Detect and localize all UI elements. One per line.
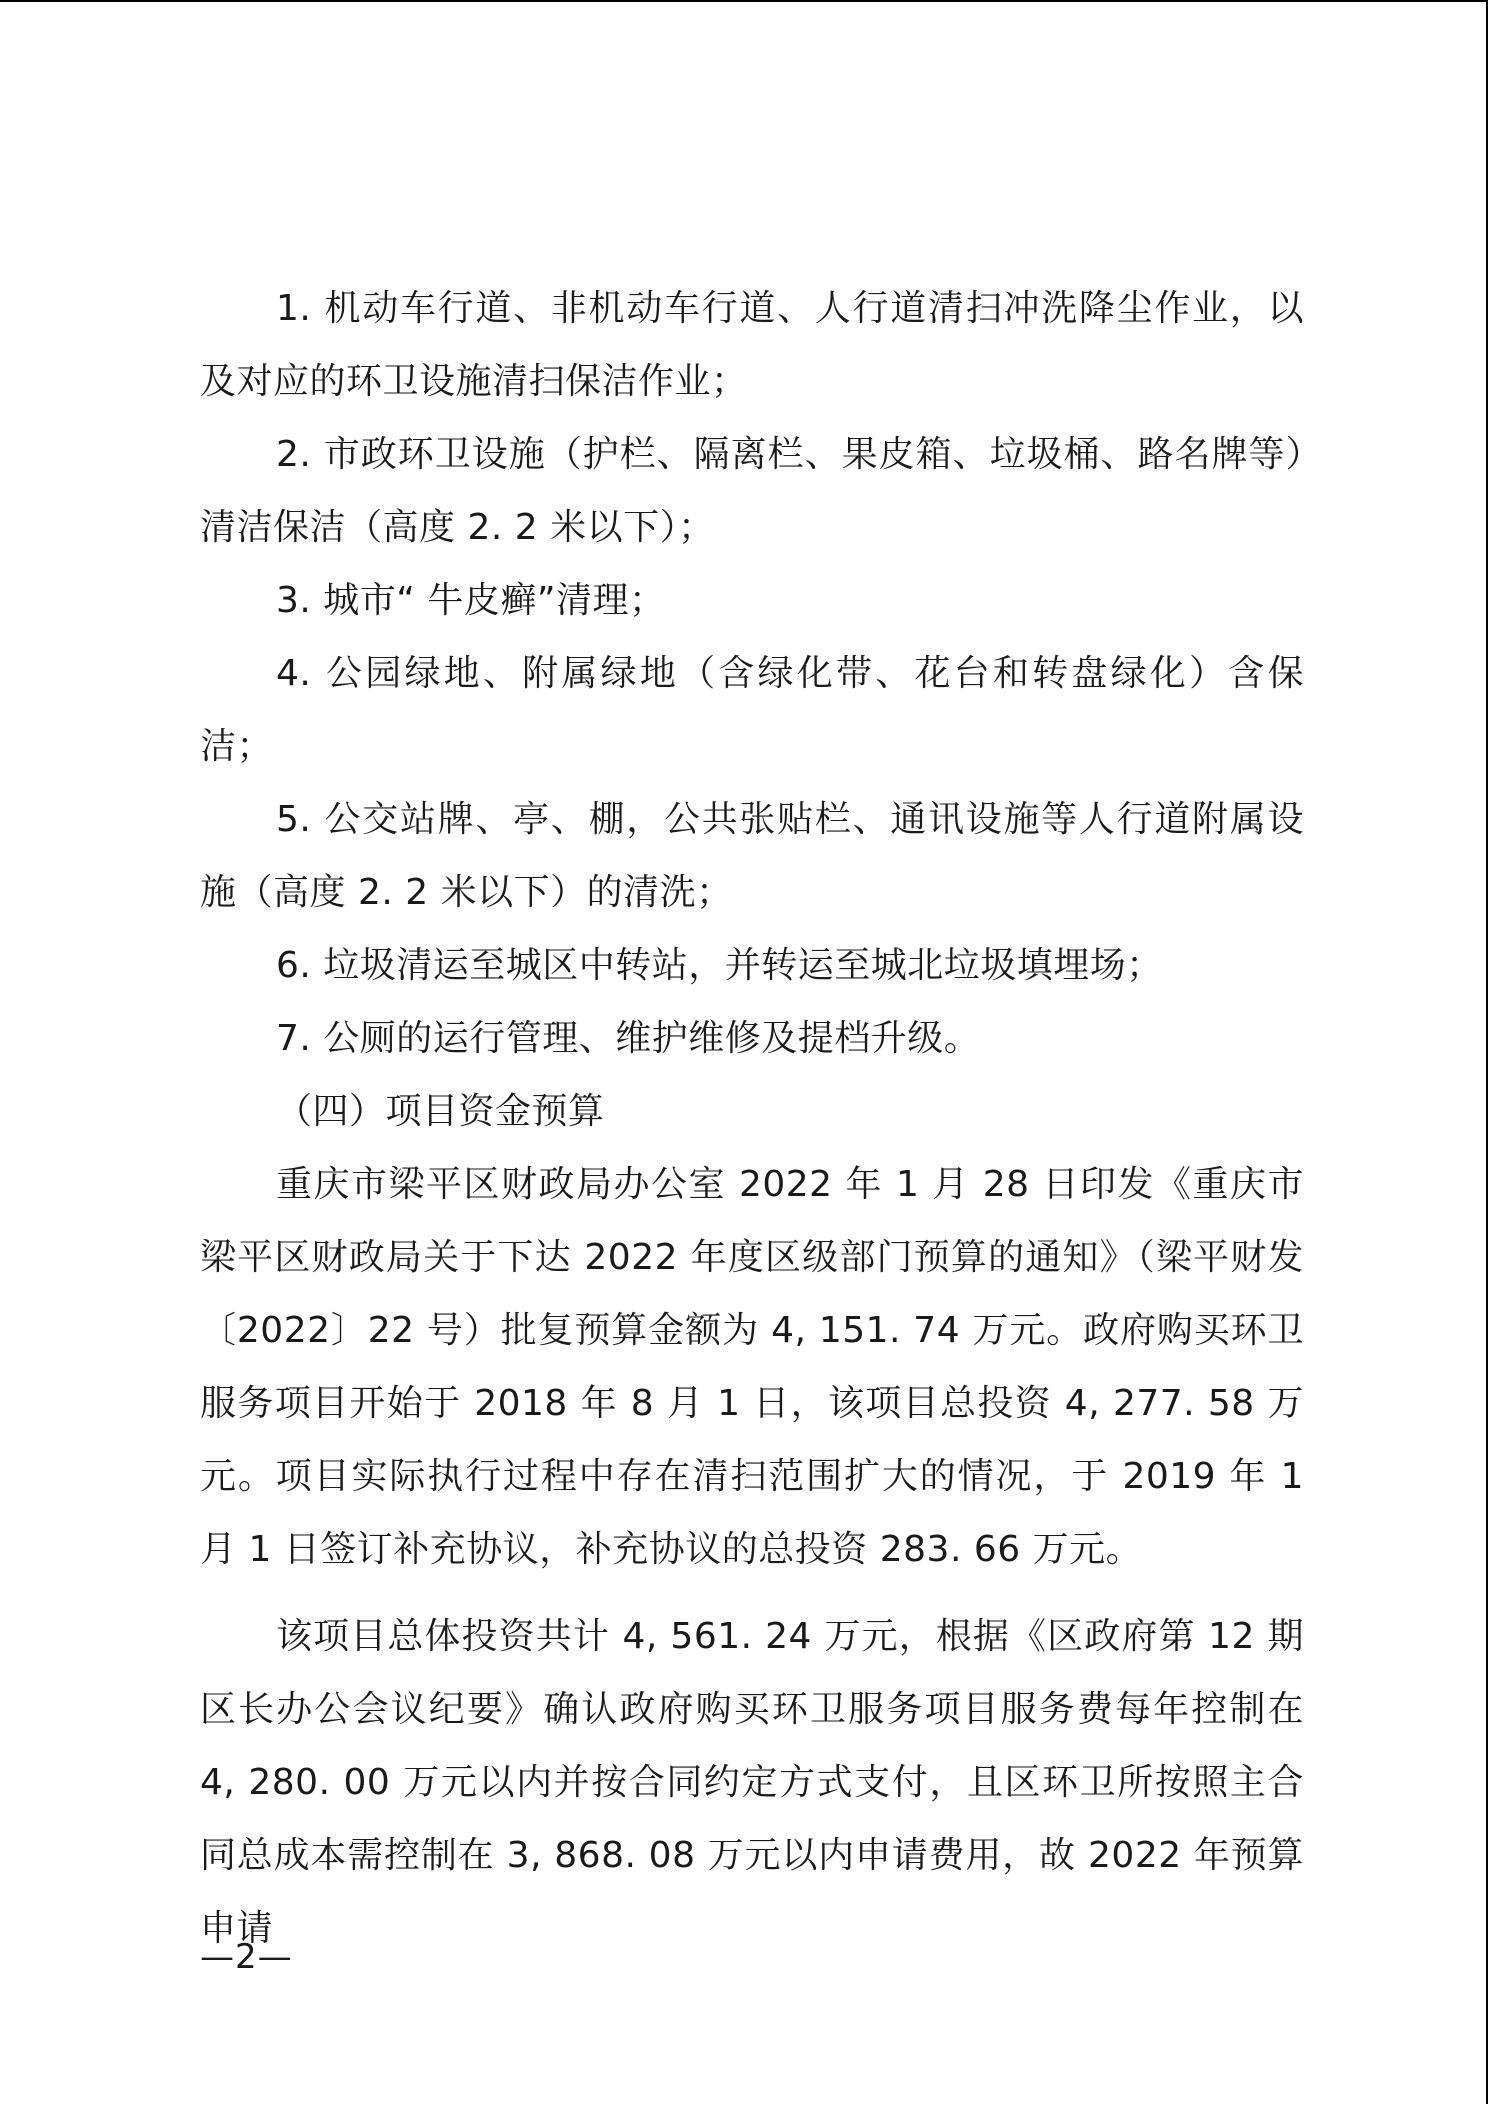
document-body: [200, 272, 1316, 1965]
list-item-3: 3. 城市“ 牛皮癣”清理；: [276, 580, 666, 621]
list-item-1: 1. 机动车行道、非机动车行道、人行道清扫冲洗降尘作业，以及对应的环卫设施清扫保洁作业；: [200, 288, 1304, 402]
top-border-line: [0, 0, 1488, 2]
page-number: —2—: [200, 1937, 293, 1977]
list-item-7: 7. 公厕的运行管理、维护维修及提档升级。: [276, 1018, 981, 1059]
list-item-5: 5. 公交站牌、亭、棚，公共张贴栏、通讯设施等人行道附属设施（高度 2. 2 米以下）的清洗；: [200, 799, 1304, 913]
list-item-2: 2. 市政环卫设施（护栏、隔离栏、果皮箱、垃圾桶、路名牌等）清洁保洁（高度 2. 2 米以下）；: [200, 434, 1304, 548]
body-paragraph-investment: 该项目总体投资共计 4, 561. 24 万元，根据《区政府第 12 期区长办公会议纪要》确认政府购买环卫服务项目服务费每年控制在 4, 280. 00 万元以内并按合同约定方式支付，且区环卫所按照主合同总成本需控制在 3, 868. 08 万元以内申请费用，故 2022 年预算申请: [200, 1616, 1316, 1949]
list-item-6: 6. 垃圾清运至城区中转站，并转运至城北垃圾填埋场；: [276, 945, 1163, 986]
body-paragraph-budget: 重庆市梁平区财政局办公室 2022 年 1 月 28 日印发《重庆市梁平区财政局关于下达 2022 年度区级部门预算的通知》（梁平财发〔2022〕22 号）批复预算金额为 4, 151. 74 万元。政府购买环卫服务项目开始于 2018 年 8 月 1 日，该项目总投资 4, 277. 58 万元。项目实际执行过程中存在清扫范围扩大的情况，于 2019 年 1 月 1 日签订补充协议，补充协议的总投资 283. 66 万元。: [200, 1164, 1316, 1570]
list-item-4: 4. 公园绿地、附属绿地（含绿化带、花台和转盘绿化）含保洁；: [200, 653, 1304, 767]
section-heading: （四）项目资金预算: [276, 1091, 605, 1132]
paragraph-gap: [200, 1586, 1304, 1600]
